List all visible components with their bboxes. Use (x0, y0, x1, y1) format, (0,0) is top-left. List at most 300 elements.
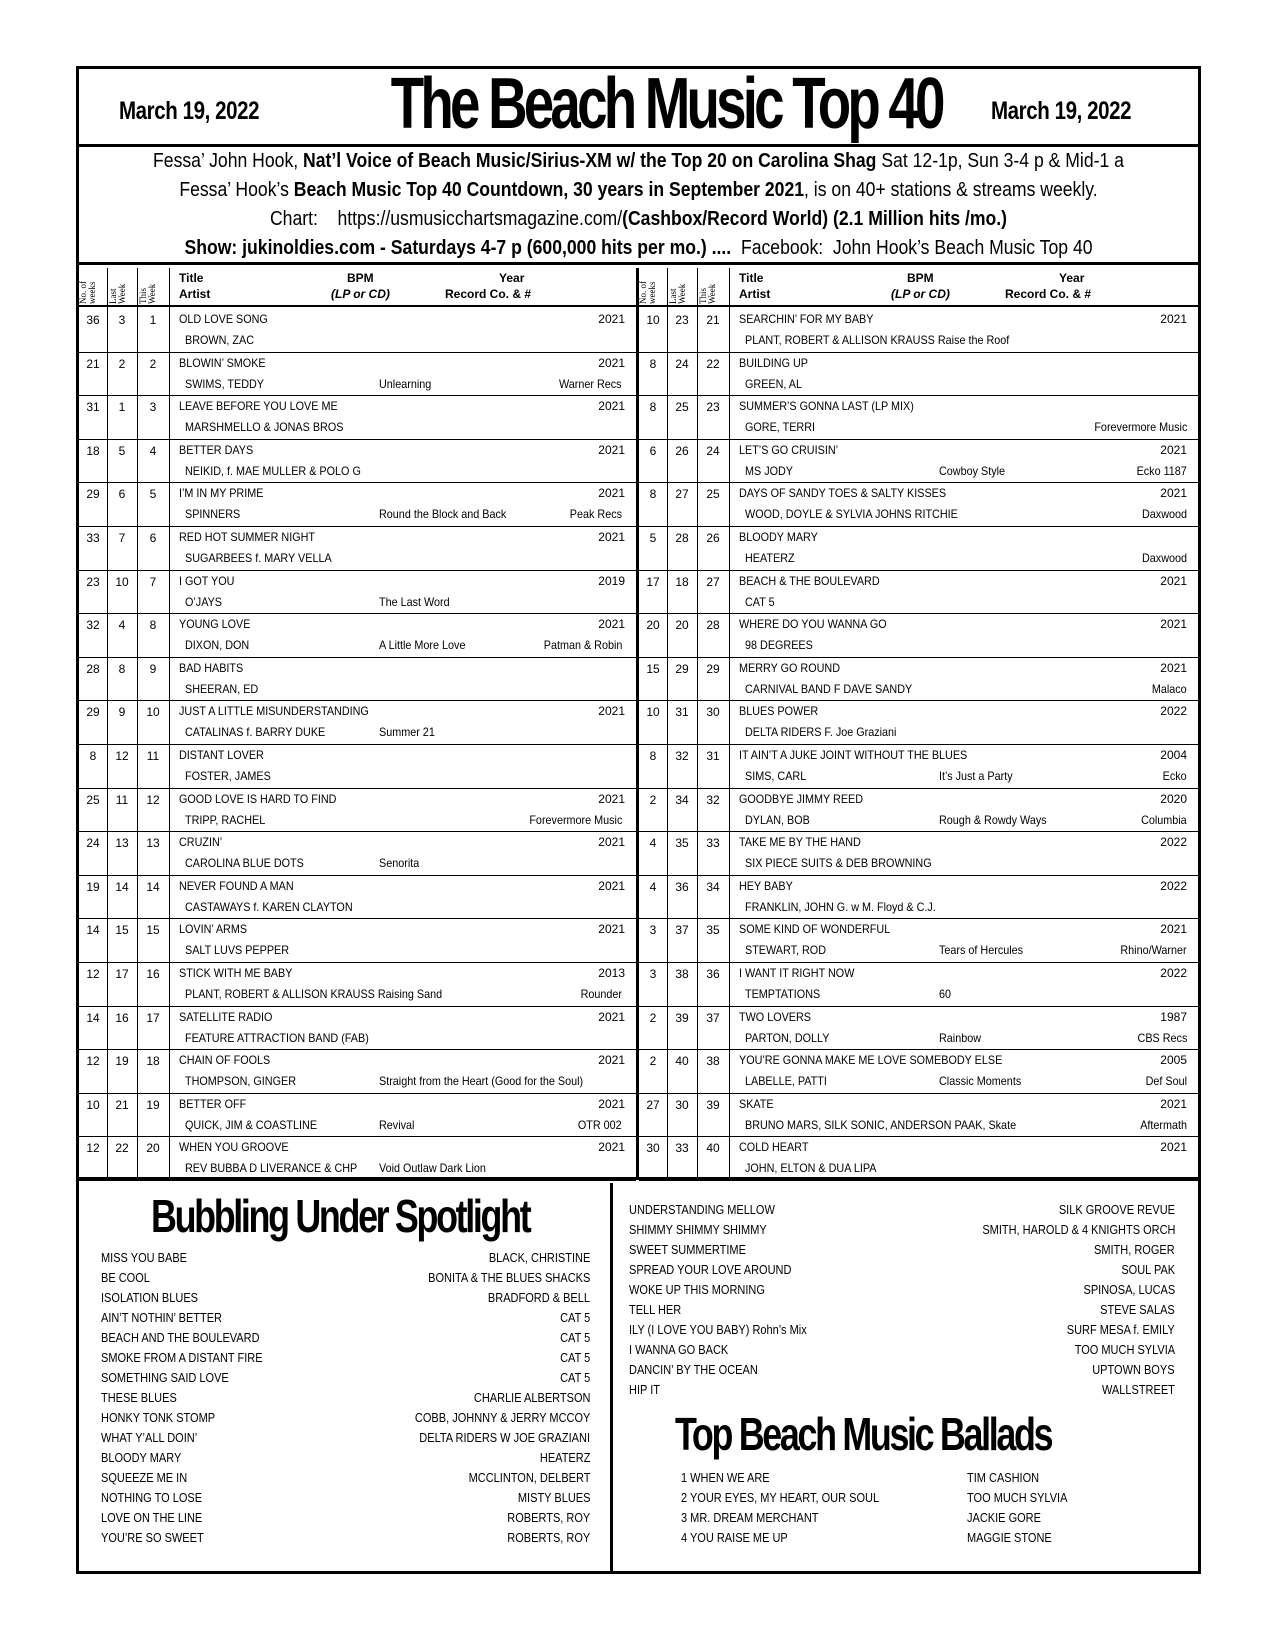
song-artist: REV BUBBA D LIVERANCE & CHP (185, 1161, 358, 1176)
this-week-rank: 21 (706, 313, 720, 327)
chart-row[interactable] (79, 1050, 636, 1094)
release-year: 2021 (1160, 660, 1187, 675)
weeks-on-chart: 3 (649, 967, 657, 981)
weeks-on-chart: 25 (86, 792, 100, 807)
release-year: 2019 (598, 573, 625, 588)
bubbling-artist: BLACK, CHRISTINE (488, 1251, 590, 1265)
song-artist: CAT 5 (745, 594, 775, 609)
song-artist: STEWART, ROD (745, 943, 827, 958)
record-label: Forevermore Music (528, 812, 622, 827)
release-year: 2021 (598, 878, 625, 893)
album-name: Classic Moments (939, 1074, 1022, 1089)
song-title: BAD HABITS (179, 660, 244, 675)
last-week-rank: 37 (675, 923, 689, 938)
facebook-info: Facebook: John Hook’s Beach Music Top 40 (731, 237, 1093, 259)
info-line-3 (146, 205, 1131, 234)
last-week-rank: 3 (118, 313, 126, 327)
song-artist: O’JAYS (185, 594, 223, 609)
release-year: 2022 (1160, 878, 1187, 893)
chart-row[interactable] (79, 571, 636, 615)
song-title: CRUZIN’ (179, 835, 223, 850)
info-text: Sat 12-1p, Sun 3-4 p & Mid-1 a (876, 150, 1124, 172)
release-year: 2021 (1160, 617, 1187, 632)
bubbling-artist: SOUL PAK (1121, 1263, 1175, 1277)
bubbling-song: WHAT Y’ALL DOIN’ (101, 1431, 198, 1445)
song-title: JUST A LITTLE MISUNDERSTANDING (179, 704, 369, 719)
last-week-rank: 27 (675, 487, 689, 502)
release-year: 2021 (598, 530, 625, 544)
weeks-on-chart: 31 (86, 400, 100, 415)
weeks-on-chart: 10 (86, 1097, 100, 1112)
col-year-label: Year (1059, 271, 1085, 285)
weeks-on-chart: 32 (86, 618, 100, 633)
release-year: 2021 (1160, 1096, 1187, 1111)
weeks-on-chart: 17 (646, 574, 660, 589)
this-week-rank: 29 (706, 661, 720, 676)
info-line-4 (146, 234, 1131, 263)
chart-row[interactable] (79, 614, 636, 658)
album-name: Summer 21 (379, 725, 435, 740)
col-weeks-label: No. of weeks (638, 281, 657, 304)
record-label: Def Soul (1145, 1074, 1187, 1089)
chart-row[interactable] (639, 614, 1201, 658)
release-year: 2021 (1160, 573, 1187, 588)
song-title: WHEN YOU GROOVE (179, 1140, 289, 1155)
bubbling-song: BE COOL (101, 1271, 150, 1285)
weeks-on-chart: 8 (649, 749, 657, 763)
this-week-rank: 38 (706, 1054, 720, 1069)
chart-row[interactable] (79, 963, 636, 1007)
bubbling-song: YOU’RE SO SWEET (101, 1531, 204, 1545)
weeks-on-chart: 20 (646, 618, 660, 633)
last-week-rank: 8 (118, 661, 126, 676)
bubbling-left-panel (79, 1183, 613, 1574)
last-week-rank: 26 (675, 443, 689, 458)
chart-row[interactable] (639, 440, 1201, 484)
show-info[interactable]: Show: jukinoldies.com - Saturdays 4-7 p (600,000 hits per mo.) .... (184, 237, 732, 259)
bubbling-title: Bubbling Under Spotlight (151, 1190, 530, 1242)
this-week-rank: 37 (706, 1010, 720, 1025)
chart-left-half (79, 268, 639, 1177)
chart-row[interactable] (639, 745, 1201, 789)
song-artist: SPINNERS (185, 507, 241, 522)
song-artist: CASTAWAYS f. KAREN CLAYTON (185, 899, 353, 914)
bubbling-song: UNDERSTANDING MELLOW (629, 1203, 775, 1217)
last-week-rank: 9 (118, 705, 126, 720)
this-week-rank: 35 (706, 923, 720, 938)
bubbling-artist: SMITH, HAROLD & 4 KNIGHTS ORCH (981, 1223, 1175, 1237)
album-name: The Last Word (379, 594, 450, 609)
release-year: 2020 (1160, 791, 1187, 806)
this-week-rank: 3 (149, 400, 157, 415)
release-year: 1987 (1160, 1009, 1187, 1024)
song-artist: PLANT, ROBERT & ALLISON KRAUSS Raise the Roof (745, 333, 1010, 347)
weeks-on-chart: 24 (86, 836, 100, 851)
this-week-rank: 13 (146, 836, 160, 851)
weeks-on-chart: 8 (649, 356, 657, 371)
bottom-section (79, 1183, 1198, 1574)
weeks-on-chart: 27 (646, 1097, 660, 1112)
last-week-rank: 40 (675, 1054, 689, 1069)
song-artist: QUICK, JIM & COASTLINE (185, 1117, 318, 1132)
chart-row[interactable] (639, 396, 1201, 440)
song-title: SUMMER’S GONNA LAST (LP MIX) (739, 399, 914, 414)
last-week-rank: 24 (675, 356, 689, 371)
bubbling-artist: MCCLINTON, DELBERT (468, 1471, 590, 1485)
bubbling-song: LOVE ON THE LINE (101, 1511, 203, 1525)
weeks-on-chart: 28 (86, 661, 100, 676)
bubbling-song: BEACH AND THE BOULEVARD (101, 1331, 260, 1345)
last-week-rank: 22 (115, 1141, 129, 1156)
song-title: WHERE DO YOU WANNA GO (739, 617, 887, 632)
album-name: 60 (939, 987, 952, 1001)
col-this-label: This Week (138, 283, 157, 304)
record-label: Peak Recs (569, 507, 622, 522)
record-label: Malaco (1152, 681, 1187, 696)
this-week-rank: 28 (706, 618, 720, 633)
release-year: 2021 (598, 791, 625, 806)
bubbling-song: THESE BLUES (101, 1391, 177, 1405)
weeks-on-chart: 2 (649, 1054, 657, 1069)
chart-row[interactable] (639, 483, 1201, 527)
column-header (639, 268, 1201, 307)
song-artist: DIXON, DON (185, 638, 250, 653)
chart-row[interactable] (79, 745, 636, 789)
chart-row[interactable] (639, 876, 1201, 920)
song-artist: GORE, TERRI (745, 420, 816, 435)
bubbling-song: I WANNA GO BACK (629, 1343, 729, 1357)
bubbling-artist: UPTOWN BOYS (1092, 1363, 1175, 1377)
last-week-rank: 21 (115, 1097, 129, 1112)
chart-row[interactable] (639, 309, 1201, 353)
release-year: 2005 (1160, 1053, 1187, 1068)
ballad-artist: TIM CASHION (967, 1471, 1040, 1485)
album-name: Straight from the Heart (Good for the Soul) (379, 1074, 584, 1089)
song-artist: CAROLINA BLUE DOTS (185, 856, 304, 871)
chart-row[interactable] (639, 658, 1201, 702)
chart-row[interactable] (79, 1137, 636, 1181)
bubbling-artist: CAT 5 (559, 1311, 590, 1325)
weeks-on-chart: 12 (86, 1054, 100, 1069)
song-artist: WOOD, DOYLE & SYLVIA JOHNS RITCHIE (745, 507, 958, 522)
record-label: Patman & Robin (543, 638, 622, 653)
chart-row[interactable] (79, 1094, 636, 1138)
this-week-rank: 8 (149, 618, 157, 633)
this-week-rank: 27 (706, 574, 720, 589)
col-lp-label: (LP or CD) (891, 287, 950, 301)
column-header (79, 268, 636, 307)
last-week-rank: 16 (115, 1010, 129, 1025)
this-week-rank: 16 (146, 967, 160, 981)
weeks-on-chart: 5 (649, 531, 657, 545)
album-name: Unlearning (379, 376, 432, 391)
chart-row[interactable] (639, 919, 1201, 963)
bubbling-artist: CAT 5 (559, 1371, 590, 1385)
bubbling-song: ISOLATION BLUES (101, 1291, 198, 1305)
weeks-on-chart: 19 (86, 879, 100, 894)
chart-row[interactable] (639, 1137, 1201, 1181)
this-week-rank: 11 (146, 749, 160, 763)
last-week-rank: 38 (675, 967, 689, 981)
chart-page (76, 66, 1201, 1574)
release-year: 2022 (1160, 835, 1187, 850)
record-label: Ecko (1162, 769, 1187, 783)
song-title: DISTANT LOVER (179, 748, 264, 762)
record-label: Forevermore Music (1093, 420, 1187, 435)
last-week-rank: 32 (675, 749, 689, 763)
this-week-rank: 30 (706, 705, 720, 720)
bubbling-song: DANCIN’ BY THE OCEAN (629, 1363, 758, 1377)
this-week-rank: 17 (146, 1010, 160, 1025)
this-week-rank: 4 (149, 443, 157, 458)
weeks-on-chart: 6 (649, 443, 657, 458)
release-year: 2021 (1160, 312, 1187, 326)
song-title: BETTER OFF (179, 1096, 247, 1111)
bubbling-artist: BRADFORD & BELL (487, 1291, 590, 1305)
bubbling-artist: DELTA RIDERS W JOE GRAZIANI (419, 1431, 590, 1445)
record-label: Ecko 1187 (1136, 463, 1187, 478)
chart-row[interactable] (639, 1007, 1201, 1051)
chart-row[interactable] (79, 353, 636, 397)
song-title: SKATE (739, 1096, 774, 1111)
last-week-rank: 33 (675, 1141, 689, 1156)
song-title: I GOT YOU (179, 573, 235, 588)
song-artist: DYLAN, BOB (745, 812, 810, 827)
this-week-rank: 19 (146, 1097, 160, 1112)
col-lp-label: (LP or CD) (331, 287, 390, 301)
ballad-song: 4 YOU RAISE ME UP (681, 1531, 788, 1545)
info-bold: Beach Music Top 40 Countdown, 30 years in September 2021 (293, 179, 805, 201)
col-title-label: Title (739, 271, 764, 285)
release-year: 2022 (1160, 966, 1187, 980)
bubbling-song: WOKE UP THIS MORNING (629, 1283, 765, 1297)
last-week-rank: 10 (115, 574, 129, 589)
last-week-rank: 15 (115, 923, 129, 938)
this-week-rank: 33 (706, 836, 720, 851)
release-year: 2021 (598, 1140, 625, 1155)
record-label: Columbia (1141, 812, 1187, 827)
weeks-on-chart: 21 (86, 356, 100, 371)
bubbling-song: SHIMMY SHIMMY SHIMMY (629, 1223, 767, 1237)
bubbling-song: TELL HER (629, 1303, 682, 1317)
weeks-on-chart: 29 (86, 487, 100, 502)
weeks-on-chart: 8 (89, 749, 97, 763)
info-text: , is on 40+ stations & streams weekly. (804, 179, 1098, 201)
song-artist: PLANT, ROBERT & ALLISON KRAUSS Raising Sand (185, 987, 443, 1001)
song-artist: SWIMS, TEDDY (185, 376, 265, 391)
release-year: 2021 (598, 442, 625, 457)
chart-row[interactable] (79, 396, 636, 440)
chart-row[interactable] (79, 919, 636, 963)
release-year: 2021 (598, 355, 625, 370)
date-left: March 19, 2022 (119, 97, 260, 125)
this-week-rank: 2 (149, 356, 157, 371)
this-week-rank: 18 (146, 1054, 160, 1069)
ballad-artist: JACKIE GORE (967, 1511, 1041, 1525)
last-week-rank: 1 (118, 400, 126, 415)
info-text: Fessa’ John Hook, (153, 150, 304, 172)
release-year: 2021 (598, 1053, 625, 1068)
last-week-rank: 13 (115, 836, 129, 851)
info-bold: (Cashbox/Record World) (2.1 Million hits /mo.) (622, 208, 1008, 230)
chart-row[interactable] (639, 832, 1201, 876)
song-title: YOUNG LOVE (179, 617, 251, 632)
chart-row[interactable] (79, 309, 636, 353)
record-label: Daxwood (1141, 551, 1187, 565)
album-name: Rainbow (939, 1030, 982, 1045)
chart-row[interactable] (79, 701, 636, 745)
bubbling-artist: SMITH, ROGER (1094, 1243, 1175, 1257)
song-artist: CARNIVAL BAND F DAVE SANDY (745, 681, 913, 696)
chart-row[interactable] (639, 527, 1201, 571)
bubbling-song: ILY (I LOVE YOU BABY) Rohn’s Mix (629, 1323, 807, 1337)
song-title: GOOD LOVE IS HARD TO FIND (179, 791, 337, 806)
bubbling-song: NOTHING TO LOSE (101, 1491, 203, 1505)
album-name: Rough & Rowdy Ways (939, 812, 1047, 827)
record-label: Daxwood (1141, 507, 1187, 522)
song-artist: TRIPP, RACHEL (185, 812, 266, 827)
this-week-rank: 14 (146, 879, 160, 894)
chart-row[interactable] (79, 876, 636, 920)
last-week-rank: 36 (675, 879, 689, 894)
song-artist: SALT LUVS PEPPER (185, 943, 290, 958)
song-title: BLOODY MARY (739, 530, 818, 544)
weeks-on-chart: 36 (86, 313, 100, 327)
last-week-rank: 34 (675, 792, 689, 807)
ballad-song: 3 MR. DREAM MERCHANT (681, 1511, 819, 1525)
song-title: BEACH & THE BOULEVARD (739, 573, 880, 588)
chart-url[interactable]: Chart: https://usmusicchartsmagazine.com/ (269, 208, 623, 230)
weeks-on-chart: 12 (86, 1141, 100, 1156)
song-title: CHAIN OF FOOLS (179, 1053, 271, 1068)
this-week-rank: 20 (146, 1141, 160, 1156)
song-artist: 98 DEGREES (745, 638, 813, 653)
release-year: 2021 (598, 704, 625, 719)
info-line-1 (146, 147, 1131, 176)
info-line-2 (146, 176, 1131, 205)
ballad-song: 2 YOUR EYES, MY HEART, OUR SOUL (681, 1491, 880, 1505)
chart-row[interactable] (79, 483, 636, 527)
weeks-on-chart: 10 (646, 705, 660, 720)
last-week-rank: 7 (118, 531, 126, 545)
record-label: OTR 002 (578, 1117, 622, 1132)
song-title: MERRY GO ROUND (739, 660, 841, 675)
album-name: Revival (379, 1117, 415, 1132)
song-title: SEARCHIN’ FOR MY BABY (739, 312, 874, 326)
this-week-rank: 34 (706, 879, 720, 894)
ballads-title: Top Beach Music Ballads (675, 1408, 1052, 1460)
chart-row[interactable] (639, 571, 1201, 615)
chart-row[interactable] (639, 353, 1201, 397)
chart-row[interactable] (79, 658, 636, 702)
song-artist: NEIKID, f. MAE MULLER & POLO G (185, 463, 361, 478)
song-title: STICK WITH ME BABY (179, 966, 293, 980)
song-title: BETTER DAYS (179, 442, 254, 457)
last-week-rank: 20 (675, 618, 689, 633)
bubbling-artist: TOO MUCH SYLVIA (1074, 1343, 1175, 1357)
bubbling-artist: WALLSTREET (1102, 1383, 1175, 1397)
weeks-on-chart: 2 (649, 792, 657, 807)
release-year: 2004 (1160, 748, 1187, 762)
bubbling-artist: CHARLIE ALBERTSON (473, 1391, 590, 1405)
weeks-on-chart: 10 (646, 313, 660, 327)
record-label: CBS Recs (1137, 1030, 1187, 1045)
bubbling-song: SWEET SUMMERTIME (629, 1243, 746, 1257)
song-artist: DELTA RIDERS F. Joe Graziani (745, 725, 897, 740)
col-last-label: Last Week (108, 283, 127, 304)
song-title: TWO LOVERS (739, 1009, 812, 1024)
chart-row[interactable] (639, 1050, 1201, 1094)
bubbling-song: MISS YOU BABE (101, 1251, 187, 1265)
chart-row[interactable] (79, 1007, 636, 1051)
release-year: 2021 (1160, 486, 1187, 501)
bubbling-song: SPREAD YOUR LOVE AROUND (629, 1263, 792, 1277)
this-week-rank: 26 (706, 531, 720, 545)
last-week-rank: 31 (675, 705, 689, 720)
weeks-on-chart: 15 (646, 661, 660, 676)
info-bold: Nat’l Voice of Beach Music/Sirius-XM w/ the Top 20 on Carolina Shag (303, 150, 877, 172)
song-artist: TEMPTATIONS (745, 987, 821, 1001)
bubbling-song: SMOKE FROM A DISTANT FIRE (101, 1351, 263, 1365)
col-label-label: Record Co. & # (1005, 287, 1092, 301)
release-year: 2021 (1160, 922, 1187, 937)
song-title: LET’S GO CRUISIN’ (739, 442, 839, 457)
chart-row[interactable] (639, 789, 1201, 833)
last-week-rank: 14 (115, 879, 129, 894)
release-year: 2021 (598, 486, 625, 501)
release-year: 2021 (598, 922, 625, 937)
chart-row[interactable] (639, 1094, 1201, 1138)
bubbling-artist: SILK GROOVE REVUE (1058, 1203, 1175, 1217)
chart-row[interactable] (79, 527, 636, 571)
bubbling-artist: CAT 5 (559, 1351, 590, 1365)
release-year: 2022 (1160, 704, 1187, 719)
record-label: Rounder (580, 987, 622, 1001)
last-week-rank: 35 (675, 836, 689, 851)
album-name: Round the Block and Back (379, 507, 507, 522)
chart-row[interactable] (79, 440, 636, 484)
release-year: 2021 (598, 617, 625, 632)
this-week-rank: 25 (706, 487, 720, 502)
last-week-rank: 23 (675, 313, 689, 327)
col-bpm-label: BPM (907, 271, 934, 285)
last-week-rank: 4 (118, 618, 126, 633)
this-week-rank: 22 (706, 356, 720, 371)
weeks-on-chart: 14 (86, 923, 100, 938)
song-artist: FRANKLIN, JOHN G. w M. Floyd & C.J. (745, 899, 936, 914)
song-title: GOODBYE JIMMY REED (739, 791, 864, 806)
col-last-label: Last Week (668, 283, 687, 304)
weeks-on-chart: 4 (649, 879, 657, 894)
song-artist: FOSTER, JAMES (185, 769, 271, 783)
bubbling-artist: BONITA & THE BLUES SHACKS (427, 1271, 590, 1285)
last-week-rank: 17 (115, 967, 129, 981)
chart-row[interactable] (639, 963, 1201, 1007)
last-week-rank: 30 (675, 1097, 689, 1112)
last-week-rank: 5 (118, 443, 126, 458)
song-title: I WANT IT RIGHT NOW (739, 966, 855, 980)
release-year: 2021 (598, 399, 625, 414)
song-artist: MARSHMELLO & JONAS BROS (185, 420, 344, 435)
page-title: The Beach Music Top 40 (390, 64, 942, 144)
chart-row[interactable] (79, 832, 636, 876)
weeks-on-chart: 4 (649, 836, 657, 851)
chart-row[interactable] (639, 701, 1201, 745)
song-title: BLUES POWER (739, 704, 819, 719)
chart-row[interactable] (79, 789, 636, 833)
col-weeks-label: No. of weeks (78, 281, 97, 304)
song-title: COLD HEART (739, 1140, 809, 1155)
